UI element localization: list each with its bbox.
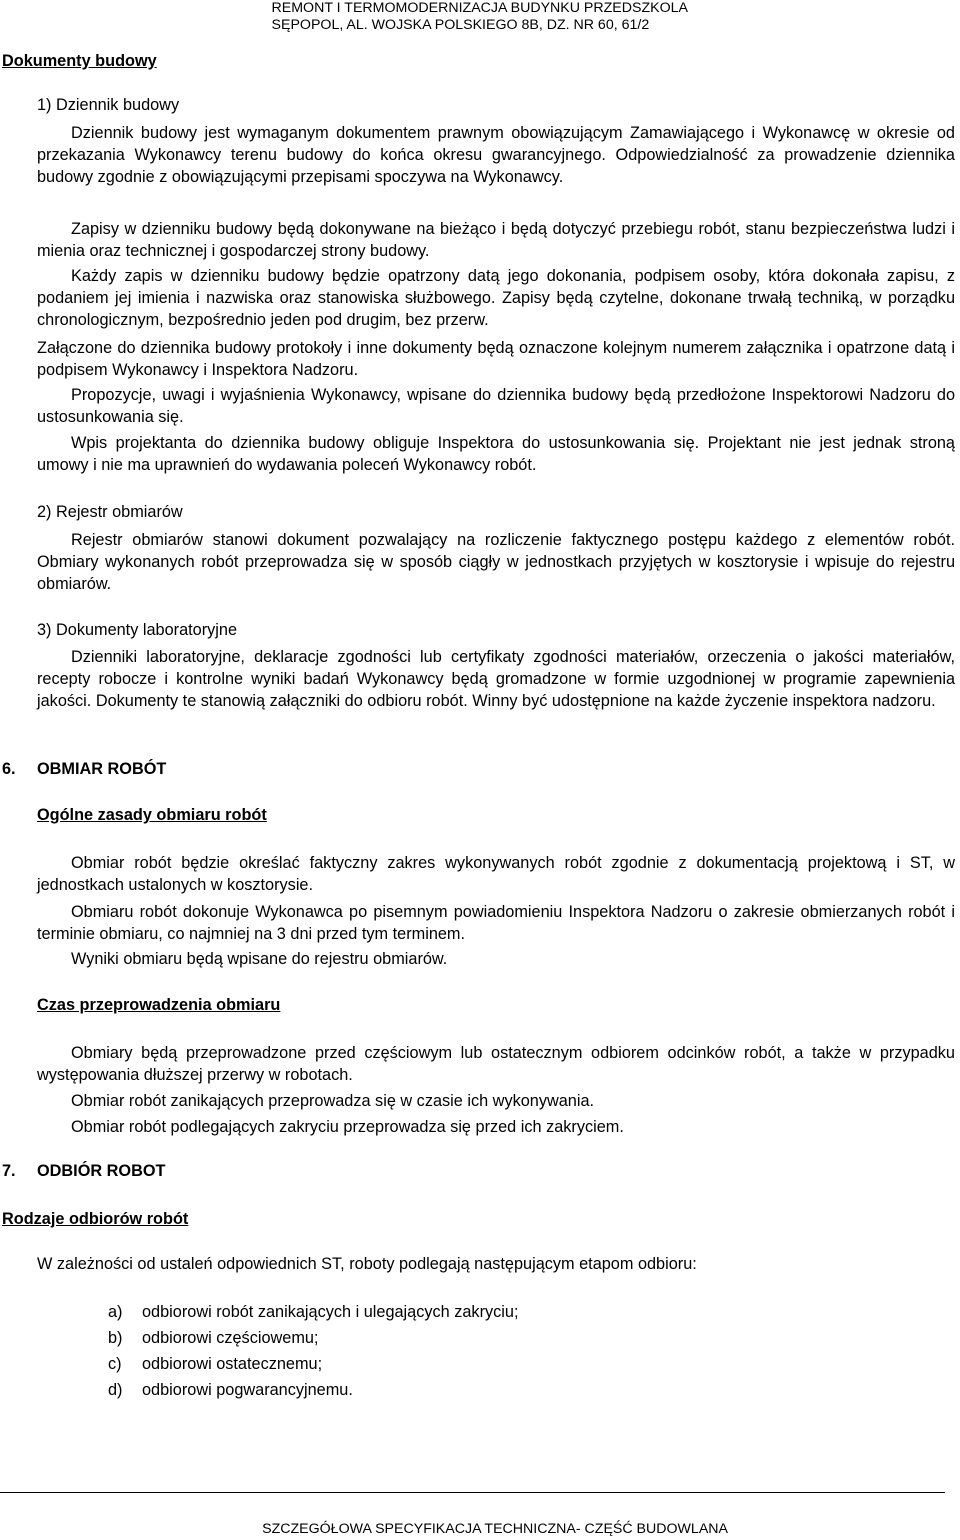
ch6-paragraph-2: Obmiaru robót dokonuje Wykonawca po pisemnym powiadomieniu Inspektora Nadzoru o zakresie obmierzanych robót i terminie obmiaru, co najmniej na 3 dni przed tym terminem. [37, 903, 955, 944]
section-1-heading: 1) Dziennik budowy [37, 96, 180, 114]
s1-paragraph-2: Zapisy w dzienniku budowy będą dokonywane na bieżąco i będą dotyczyć przebiegu robót, stanu bezpieczeństwa ludzi i mienia oraz technicznej i gospodarczej strony budowy. [37, 220, 955, 261]
page-footer: SZCZEGÓŁOWA SPECYFIKACJA TECHNICZNA- CZĘŚĆ BUDOWLANA [262, 1521, 728, 1537]
s1-paragraph-4: Załączone do dziennika budowy protokoły i inne dokumenty będą oznaczone kolejnym numerem załącznika i opatrzone datą i podpisem Wykonawcy i Inspektora Nadzoru. [37, 339, 955, 380]
list-item-text: odbiorowi pogwarancyjnemu. [142, 1381, 353, 1399]
list-item-label: d) [108, 1381, 123, 1399]
list-item-text: odbiorowi ostatecznemu; [142, 1355, 323, 1373]
s1-paragraph-1: Dziennik budowy jest wymaganym dokumentem prawnym obowiązującym Zamawiającego i Wykonawcę w okresie od przekazania Wykonawcy terenu budowy do końca okresu gwarancyjnego. Odpowiedzialność za prowadzenie dziennika budowy zgodnie z obowiązującymi przepisami spoczywa na Wykonawcy. [37, 124, 955, 187]
s3-paragraph-1: Dzienniki laboratoryjne, deklaracje zgodności lub certyfikaty zgodności materiałów, orzeczenia o jakości materiałów, recepty robocze i kontrolne wyniki badań Wykonawcy będą gromadzone w formie uzgodnionej w programie zapewnienia jakości. Dokumenty te stanowią załączniki do odbioru robót. Winny być udostępnione na każde życzenie inspektora nadzoru. [37, 648, 955, 711]
ch6-paragraph-3: Wyniki obmiaru będą wpisane do rejestru obmiarów. [71, 950, 448, 968]
list-item [108, 1329, 318, 1348]
section-3-heading: 3) Dokumenty laboratoryjne [37, 621, 237, 639]
list-item [108, 1303, 518, 1322]
s2-paragraph-1: Rejestr obmiarów stanowi dokument pozwalający na rozliczenie faktycznego postępu każdego z elementów robót. Obmiary wykonanych robót przeprowadza się w sposób ciągły w jednostkach przyjętych w kosztorysie i wpisuje do rejestru obmiarów. [37, 531, 955, 594]
list-item-label: c) [108, 1355, 122, 1373]
ch6-paragraph-6: Obmiar robót podlegających zakryciu przeprowadza się przed ich zakryciem. [71, 1118, 624, 1136]
ch6-paragraph-1: Obmiar robót będzie określać faktyczny zakres wykonywanych robót zgodnie z dokumentacją projektową i ST, w jednostkach ustalonych w kosztorysie. [37, 854, 955, 895]
list-item-text: odbiorowi robót zanikających i ulegających zakryciu; [142, 1303, 519, 1321]
ch6-paragraph-5: Obmiar robót zanikających przeprowadza się w czasie ich wykonywania. [71, 1092, 595, 1110]
header-line-2: SĘPOPOL, AL. WOJSKA POLSKIEGO 8B, DZ. NR 60, 61/2 [271, 17, 650, 33]
s1-paragraph-5: Propozycje, uwagi i wyjaśnienia Wykonawcy, wpisane do dziennika budowy będą przedłożone Inspektorowi Nadzoru do ustosunkowania się. [37, 386, 955, 427]
header-line-1: REMONT I TERMOMODERNIZACJA BUDYNKU PRZEDSZKOLA [271, 0, 688, 16]
document-title: Dokumenty budowy [2, 52, 157, 70]
ch6-paragraph-4: Obmiary będą przeprowadzone przed częściowym lub ostatecznym odbiorem odcinków robót, a także w przypadku występowania dłuższej przerwy w robotach. [37, 1044, 955, 1085]
chapter-6-title: OBMIAR ROBÓT [37, 760, 167, 778]
s1-paragraph-3: Każdy zapis w dzienniku budowy będzie opatrzony datą jego dokonania, podpisem osoby, która dokonała zapisu, z podaniem jej imienia i nazwiska oraz stanowiska służbowego. Zapisy będą czytelne, dokonane trwałą techniką, w porządku chronologicznym, bezpośrednio jeden pod drugim, bez przerw. [37, 267, 955, 330]
chapter-6-number: 6. [2, 760, 16, 778]
chapter-7-number: 7. [2, 1162, 16, 1180]
s1-paragraph-6: Wpis projektanta do dziennika budowy obliguje Inspektora do ustosunkowania się. Projektant nie jest jednak stroną umowy i nie ma uprawnień do wydawania poleceń Wykonawcy robót. [37, 434, 955, 475]
section-2-heading: 2) Rejestr obmiarów [37, 503, 183, 521]
footer-divider [0, 1492, 945, 1493]
ch6-subheading-2: Czas przeprowadzenia obmiaru [37, 996, 281, 1014]
list-item-label: b) [108, 1329, 123, 1347]
list-item [108, 1355, 322, 1374]
list-item-label: a) [108, 1303, 123, 1321]
list-item-text: odbiorowi częściowemu; [142, 1329, 319, 1347]
ch7-intro: W zależności od ustaleń odpowiednich ST, roboty podlegają następującym etapom odbioru: [37, 1255, 697, 1273]
ch6-subheading-1: Ogólne zasady obmiaru robót [37, 806, 267, 824]
page-header [272, 0, 688, 34]
chapter-7-title: ODBIÓR ROBOT [37, 1162, 166, 1180]
list-item [108, 1381, 353, 1400]
ch7-subheading-1: Rodzaje odbiorów robót [2, 1210, 189, 1228]
